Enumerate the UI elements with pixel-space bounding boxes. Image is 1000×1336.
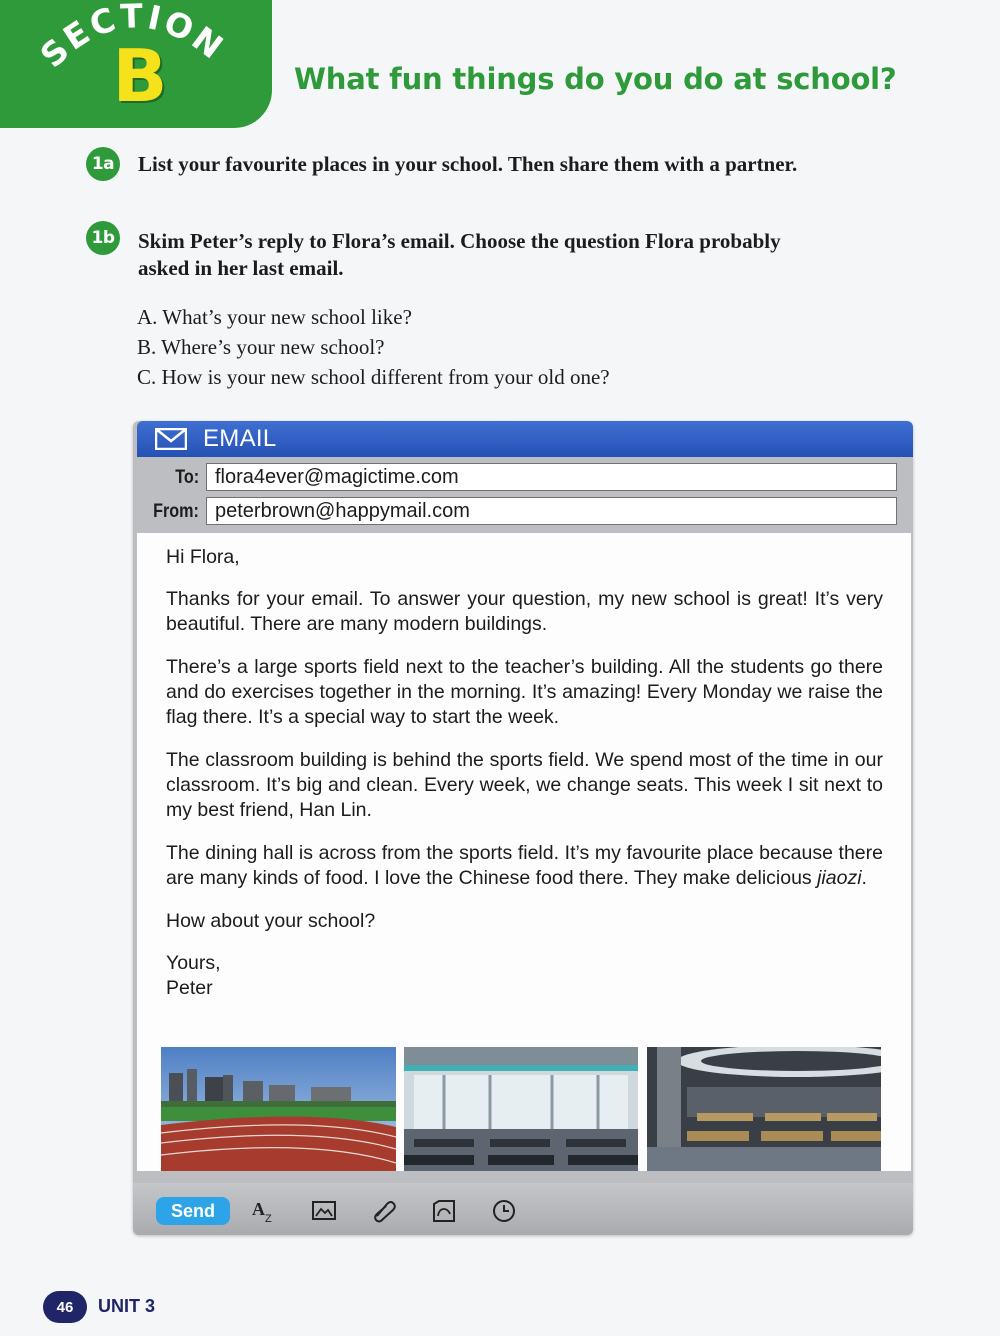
sports-field-photo bbox=[161, 1047, 396, 1171]
to-field[interactable]: flora4ever@magictime.com bbox=[206, 463, 897, 491]
activity-badge-1b: 1b bbox=[86, 221, 120, 255]
activity-badge-1a: 1a bbox=[86, 147, 120, 181]
dining-hall-photo bbox=[647, 1047, 881, 1171]
answer-options bbox=[137, 302, 610, 392]
option-b bbox=[137, 332, 610, 362]
sign-off: Yours, bbox=[166, 952, 221, 974]
font-format-icon[interactable] bbox=[249, 1196, 279, 1226]
email-paragraph-text: The dining hall is across from the sports field. It’s my favourite place because there are many kinds of food. I love the Chinese food there. They make delicious bbox=[166, 842, 883, 889]
email-header bbox=[137, 421, 913, 457]
save-draft-icon[interactable] bbox=[429, 1196, 459, 1226]
email-window bbox=[133, 421, 913, 1235]
activity-1a-instruction: List your favourite places in your school. Then share them with a partner. bbox=[138, 152, 798, 176]
option-text: What’s your new school like? bbox=[162, 305, 412, 329]
section-banner bbox=[0, 0, 272, 128]
attachment-icon[interactable] bbox=[369, 1196, 399, 1226]
email-paragraph: The classroom building is behind the sports field. We spend most of the time in our classroom. It’s big and clean. Every week, we change seats. This week I sit next to my best friend, Han Lin. bbox=[166, 749, 883, 821]
option-c bbox=[137, 362, 610, 392]
page-title: What fun things do you do at school? bbox=[294, 62, 897, 96]
italic-tail: . bbox=[861, 867, 867, 889]
font-tool-sub: Z bbox=[265, 1213, 272, 1225]
signature: Peter bbox=[166, 977, 213, 999]
page-number: 46 bbox=[43, 1291, 87, 1323]
section-word: SECTION bbox=[32, 0, 233, 76]
image-icon[interactable] bbox=[309, 1196, 339, 1226]
photo-strip bbox=[161, 1047, 881, 1171]
activity-1b-instruction-line1: Skim Peter’s reply to Flora’s email. Choose the question Flora probably bbox=[138, 229, 781, 253]
clock-icon[interactable] bbox=[489, 1196, 519, 1226]
email-paragraph: There’s a large sports field next to the teacher’s building. All the students go there and do exercises together in the morning. It’s amazing! Every Monday we raise the flag there. It’s a special way to start the week. bbox=[166, 656, 883, 728]
option-letter: B. bbox=[137, 335, 157, 359]
from-label: From: bbox=[153, 501, 199, 522]
email-greeting: Hi Flora, bbox=[166, 546, 240, 568]
from-row bbox=[133, 497, 913, 527]
option-text: How is your new school different from your old one? bbox=[161, 365, 610, 389]
email-body bbox=[137, 533, 911, 1171]
font-tool-letter: A bbox=[252, 1199, 265, 1219]
from-field[interactable]: peterbrown@happymail.com bbox=[206, 497, 897, 525]
send-button[interactable]: Send bbox=[156, 1197, 230, 1225]
to-label: To: bbox=[175, 467, 199, 488]
option-letter: A. bbox=[137, 305, 158, 329]
italic-word: jiaozi bbox=[817, 867, 862, 889]
section-letter: B bbox=[112, 34, 168, 118]
option-letter: C. bbox=[137, 365, 157, 389]
email-paragraph-last bbox=[166, 841, 883, 891]
email-toolbar bbox=[133, 1183, 913, 1235]
activity-1b-instruction-line2: asked in her last email. bbox=[138, 256, 344, 280]
unit-label: UNIT 3 bbox=[98, 1296, 156, 1316]
option-text: Where’s your new school? bbox=[161, 335, 385, 359]
classroom-photo bbox=[404, 1047, 638, 1171]
email-paragraph: Thanks for your email. To answer your question, my new school is great! It’s very beautiful. There are many modern buildings. bbox=[166, 588, 883, 635]
to-row bbox=[133, 463, 913, 493]
email-question: How about your school? bbox=[166, 910, 376, 932]
option-a bbox=[137, 302, 610, 332]
email-title: EMAIL bbox=[203, 425, 277, 452]
envelope-icon bbox=[155, 428, 187, 450]
